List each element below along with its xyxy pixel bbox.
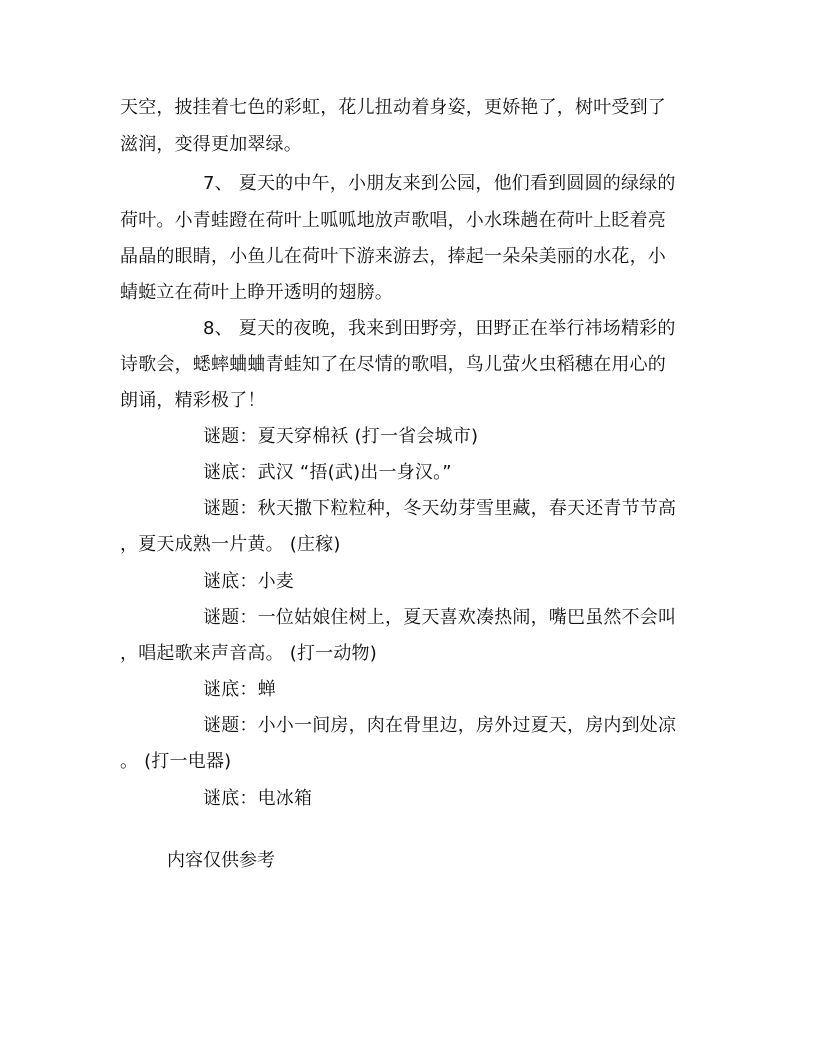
paragraph-7-line-2: 荷叶。小青蛙蹬在荷叶上呱呱地放声歌唱，小水珠趟在荷叶上眨着亮 xyxy=(120,210,666,231)
riddle-3-answer: 谜底：蝉 xyxy=(203,679,276,700)
riddle-2-answer: 谜底：小麦 xyxy=(203,571,294,592)
paragraph-8-line-2: 诗歌会，蟋蟀蛐蛐青蛙知了在尽情的歌唱，鸟儿萤火虫稻穗在用心的 xyxy=(120,354,666,375)
riddle-1-question: 谜题：夏天穿棉袄 (打一省会城市) xyxy=(203,426,479,447)
riddle-2-question-line-1: 谜题：秋天撒下粒粒种，冬天幼芽雪里藏，春天还青节节高 xyxy=(203,498,677,519)
paragraph-1-line-1: 天空，披挂着七色的彩虹，花儿扭动着身姿，更娇艳了，树叶受到了 xyxy=(120,97,666,118)
riddle-4-question-line-2: 。 (打一电器) xyxy=(120,751,232,772)
paragraph-7-line-3: 晶晶的眼睛，小鱼儿在荷叶下游来游去，捧起一朵朵美丽的水花，小 xyxy=(120,246,666,267)
riddle-2-question-line-2: ，夏天成熟一片黄。 (庄稼) xyxy=(120,534,341,555)
riddle-3-question-line-2: ，唱起歌来声音高。 (打一动物) xyxy=(120,643,377,664)
riddle-1-answer: 谜底：武汉 “捂(武)出一身汉。” xyxy=(203,462,452,483)
paragraph-7-line-1: 7、 夏天的中午，小朋友来到公园，他们看到圆圆的绿绿的 xyxy=(203,173,676,194)
paragraph-1-line-2: 滋润，变得更加翠绿。 xyxy=(120,134,302,155)
riddle-3-question-line-1: 谜题：一位姑娘住树上，夏天喜欢凑热闹，嘴巴虽然不会叫 xyxy=(203,607,677,628)
riddle-4-question-line-1: 谜题：小小一间房，肉在骨里边，房外过夏天，房内到处凉 xyxy=(203,715,677,736)
paragraph-8-line-3: 朗诵，精彩极了！ xyxy=(120,390,266,411)
riddle-4-answer: 谜底：电冰箱 xyxy=(203,788,313,809)
paragraph-7-line-4: 蜻蜓立在荷叶上睁开透明的翅膀。 xyxy=(120,282,393,303)
footer-note: 内容仅供参考 xyxy=(167,850,275,871)
paragraph-8-line-1: 8、 夏天的夜晚，我来到田野旁，田野正在举行祎场精彩的 xyxy=(203,318,676,339)
